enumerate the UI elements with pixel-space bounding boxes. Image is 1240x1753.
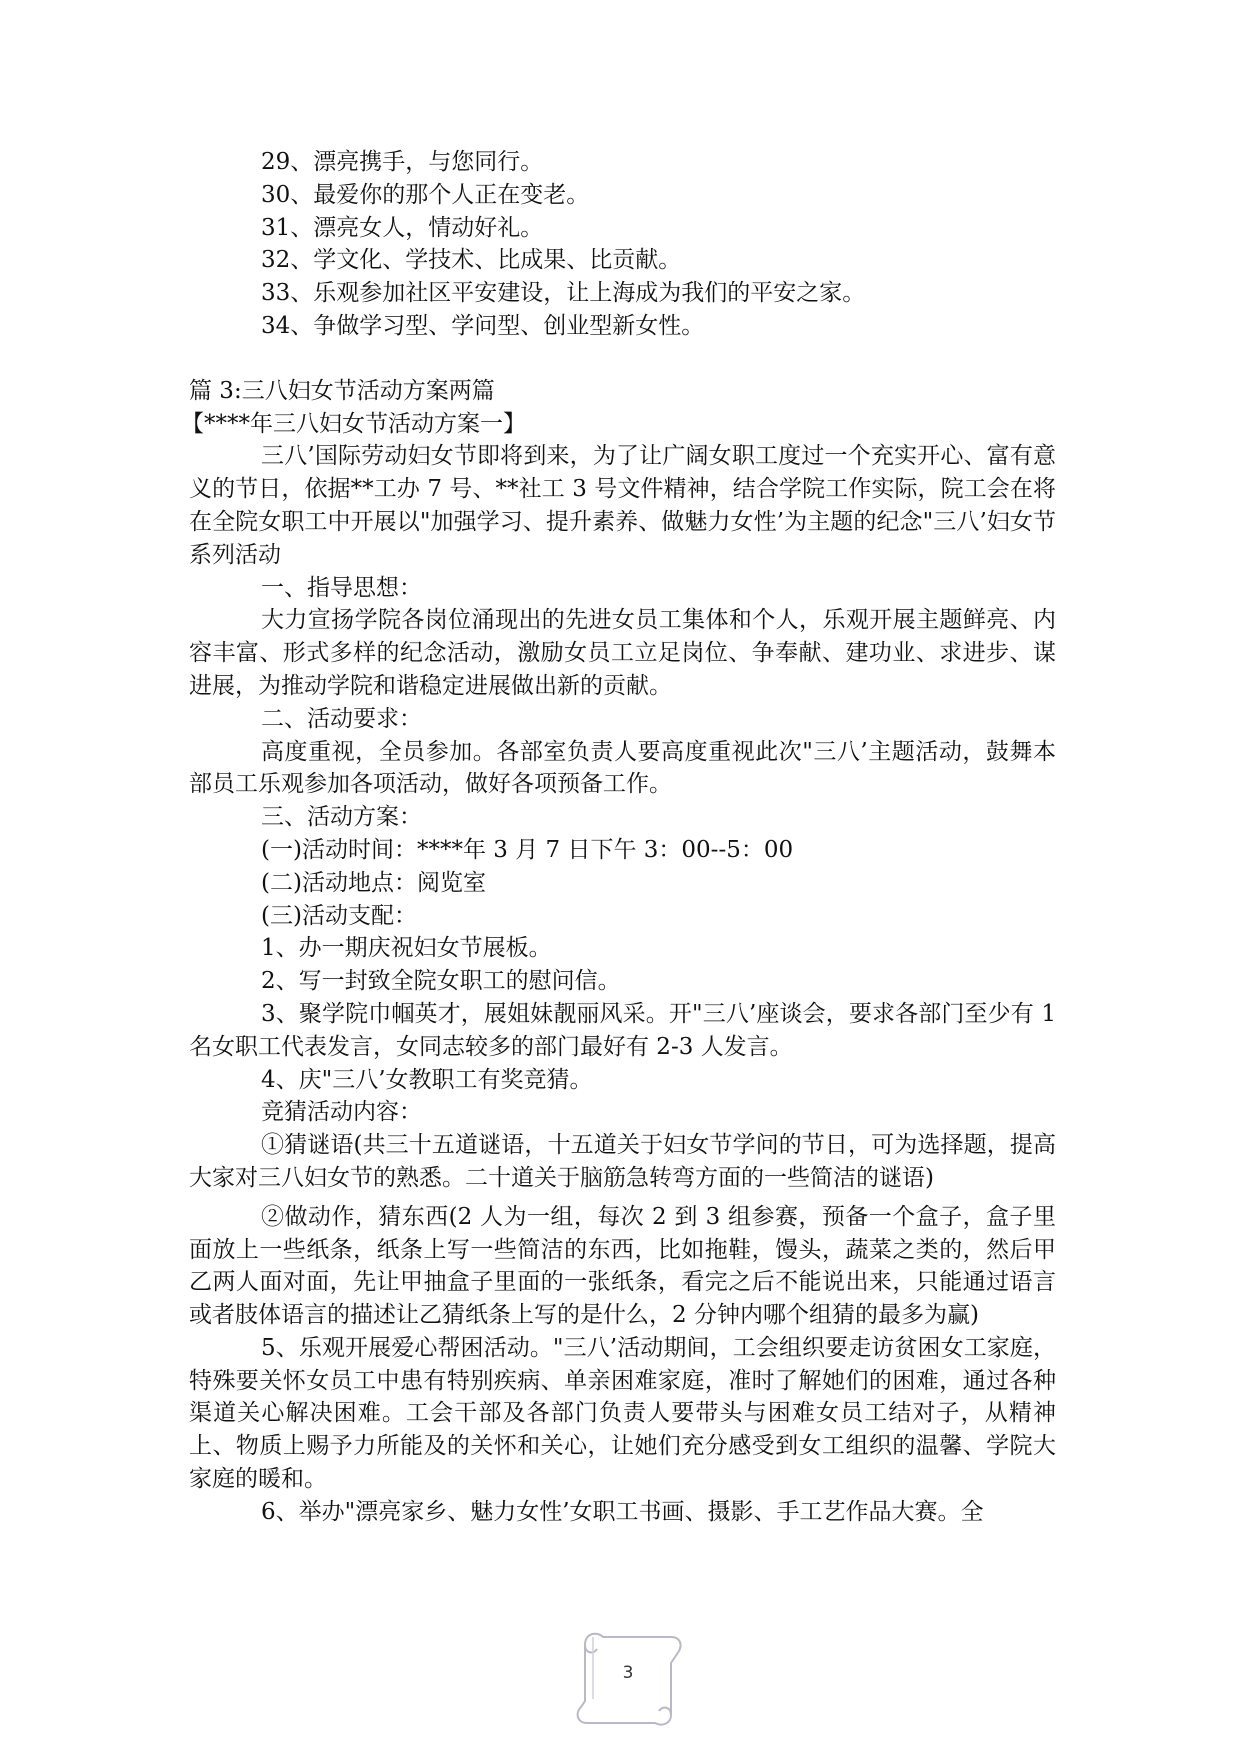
arrangement-item: 3、聚学院巾帼英才，展姐妹靓丽风采。开"三八’座谈会，要求各部门至少有 1 名女职工代表发言，女同志较多的部门最好有 2-3 人发言。 [189,1000,1056,1060]
quiz-item: ①猜谜语(共三十五道谜语，十五道关于妇女节学问的节日，可为选择题，提高大家对三八妇女节的熟悉。二十道关于脑筋急转弯方面的一些简洁的谜语) [189,1132,1056,1191]
arrangement-item: 5、乐观开展爱心帮困活动。"三八’活动期间，工会组织要走访贫困女工家庭，特殊要关怀女员工中患有特别疾病、单亲困难家庭，准时了解她们的困难，通过各种渠道关心解决困难。工会干部及各部门负责人要带头与困难女员工结对子，从精神上、物质上赐予力所能及的关怀和关心，让她们充分感受到女工组织的温馨、学院大家庭的暖和。 [189,1334,1056,1493]
plan-arrangement: (三)活动支配： [261,902,417,929]
arrangement-item: 6、举办"漂亮家乡、魅力女性’女职工书画、摄影、手工艺作品大赛。全 [261,1498,984,1525]
slogan-item: 32、学文化、学技术、比成果、比贡献。 [261,247,682,274]
page-number: 3 [622,1663,634,1683]
heading-plan: 三、活动方案： [261,804,422,831]
plan-subtitle: 【****年三八妇女节活动方案一】 [181,410,526,437]
slogan-item: 34、争做学习型、学问型、创业型新女性。 [261,312,705,339]
plan-time: (一)活动时间：****年 3 月 7 日下午 3：00--5：00 [261,836,794,863]
intro-paragraph: 三八’国际劳动妇女节即将到来，为了让广阔女职工度过一个充实开心、富有意义的节日，依据**工办 7 号、**社工 3 号文件精神，结合学院工作实际，院工会在将在全院女职工中开展以"加强学习、提升素养、做魅力女性’为主题的纪念"三八’妇女节系列活动 [189,443,1056,568]
slogan-item: 30、最爱你的那个人正在变老。 [261,181,590,208]
heading-guiding-thought: 一、指导思想： [261,574,422,601]
slogan-item: 33、乐观参加社区平安建设，让上海成为我们的平安之家。 [261,280,866,307]
arrangement-item: 2、写一封致全院女职工的慰问信。 [261,968,621,995]
guiding-paragraph: 大力宣扬学院各岗位涌现出的先进女员工集体和个人，乐观开展主题鲜亮、内容丰富、形式多样的纪念活动，激励女员工立足岗位、争奉献、建功业、求进步、谋进展，为推动学院和谐稳定进展做出新的贡献。 [189,607,1056,699]
slogan-item: 31、漂亮女人，情动好礼。 [261,214,544,241]
arrangement-item: 4、庆"三八’女教职工有奖竞猜。 [261,1066,593,1093]
page-footer [567,1623,689,1731]
plan-place: (二)活动地点：阅览室 [261,869,486,896]
arrangement-item: 1、办一期庆祝妇女节展板。 [261,935,552,962]
quiz-item: ②做动作，猜东西(2 人为一组，每次 2 到 3 组参赛，预备一个盒子，盒子里面放上一些纸条，纸条上写一些简洁的东西，比如拖鞋，馒头，蔬菜之类的，然后甲乙两人面对面，先让甲抽盒子里面的一张纸条，看完之后不能说出来，只能通过语言或者肢体语言的描述让乙猜纸条上写的是什么，2 分钟内哪个组猜的最多为赢) [189,1203,1056,1329]
slogan-item: 29、漂亮携手，与您同行。 [261,149,544,175]
document-body [181,146,1056,1529]
quiz-heading: 竞猜活动内容： [261,1099,422,1126]
section-title: 篇 3:三八妇女节活动方案两篇 [189,377,495,404]
heading-requirements: 二、活动要求： [261,705,422,732]
requirements-paragraph: 高度重视，全员参加。各部室负责人要高度重视此次"三八’主题活动，鼓舞本部员工乐观参加各项活动，做好各项预备工作。 [189,738,1056,798]
